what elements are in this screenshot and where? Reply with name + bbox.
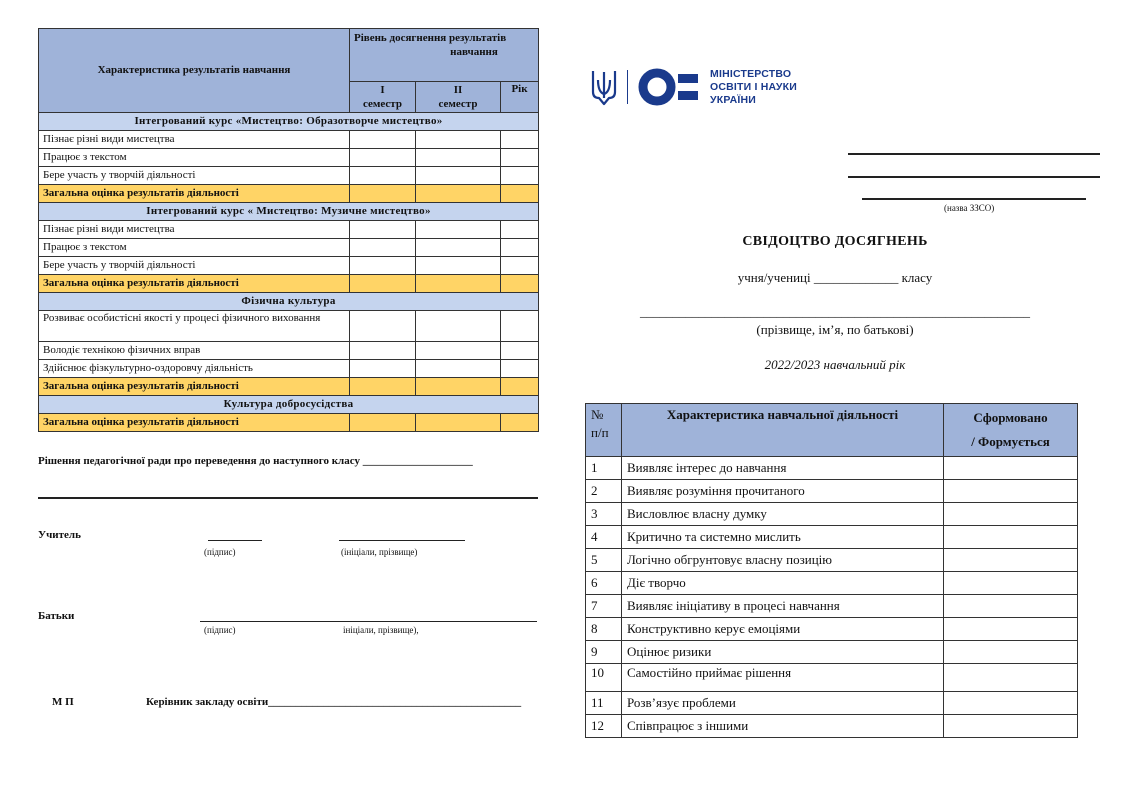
year-cell[interactable] (501, 167, 539, 185)
activity-status-cell[interactable] (944, 457, 1078, 480)
activity-row (586, 715, 1078, 738)
header-semester-2-num: ІІ (453, 84, 463, 96)
semester-2-cell[interactable] (416, 167, 501, 185)
certificate-title: СВІДОЦТВО ДОСЯГНЕНЬ (742, 234, 928, 249)
results-table (38, 28, 539, 432)
activity-characteristic: Співпрацює з іншими (622, 715, 944, 738)
activity-status-cell[interactable] (944, 692, 1078, 715)
semester-2-cell[interactable] (416, 221, 501, 239)
total-row (39, 414, 539, 432)
activity-number: 9 (586, 641, 622, 664)
activity-row (586, 664, 1078, 692)
section-row (39, 396, 539, 414)
activity-status-cell[interactable] (944, 618, 1078, 641)
student-name-caption: (прізвище, ім’я, по батькові) (756, 322, 914, 337)
section-title: Інтегрований курс « Мистецтво: Музичне мистецтво» (39, 203, 539, 221)
total-row (39, 185, 539, 203)
criterion-row (39, 167, 539, 185)
criterion-label: Пізнає різні види мистецтва (39, 131, 350, 149)
teacher-signature-line[interactable] (208, 540, 262, 541)
activity-status-cell[interactable] (944, 664, 1078, 692)
header-number-sign: № (591, 407, 604, 422)
header-number-label: п/п (591, 425, 609, 440)
activity-number: 11 (586, 692, 622, 715)
activity-status-cell[interactable] (944, 715, 1078, 738)
parents-name-caption: ініціали, прізвище), (343, 625, 419, 635)
results-table-header (39, 29, 539, 82)
parents-signature-caption: (підпис) (204, 625, 236, 635)
criterion-row (39, 360, 539, 378)
header-level-text-2: навчання (450, 46, 498, 58)
teacher-name-line[interactable] (339, 540, 465, 541)
activity-row (586, 526, 1078, 549)
header-semester-2-label: семестр (438, 98, 478, 110)
header-activity-characteristic: Характеристика навчальної діяльності (622, 404, 944, 457)
school-name-line-2[interactable] (848, 176, 1100, 178)
student-name-line[interactable]: ____________________________________________________________ (640, 304, 1030, 319)
activity-status-cell[interactable] (944, 503, 1078, 526)
header-characteristic: Характеристика результатів навчання (39, 29, 350, 113)
total-semester-2-cell[interactable] (416, 378, 501, 396)
total-semester-1-cell[interactable] (350, 185, 416, 203)
activity-number: 2 (586, 480, 622, 503)
criterion-label: Розвиває особистісні якості у процесі фізичного виховання (39, 311, 350, 342)
section-title: Інтегрований курс «Мистецтво: Образотворче мистецтво» (39, 113, 539, 131)
total-year-cell[interactable] (501, 185, 539, 203)
academic-year: 2022/2023 навчальний рік (764, 357, 906, 372)
ministry-name (710, 68, 797, 107)
header-status-formed: Сформовано (973, 410, 1048, 425)
criterion-row (39, 239, 539, 257)
parents-label: Батьки (38, 610, 75, 622)
stamp-label: М П (52, 696, 74, 708)
year-cell[interactable] (501, 360, 539, 378)
semester-1-cell[interactable] (350, 149, 416, 167)
activity-row (586, 549, 1078, 572)
activity-number: 3 (586, 503, 622, 526)
activity-characteristic: Виявляє інтерес до навчання (622, 457, 944, 480)
ministry-name-line-2: ОСВІТИ І НАУКИ (710, 81, 798, 93)
section-title: Культура добросусідства (39, 396, 539, 414)
total-semester-2-cell[interactable] (416, 275, 501, 293)
header-status-forming: / Формується (971, 434, 1050, 449)
school-name-line-3[interactable] (862, 198, 1086, 200)
header-semester-1-num: І (380, 84, 385, 96)
header-semester-1-label: семестр (363, 98, 402, 110)
total-semester-1-cell[interactable] (350, 378, 416, 396)
criterion-row (39, 131, 539, 149)
criterion-label: Пізнає різні види мистецтва (39, 221, 350, 239)
section-row (39, 293, 539, 311)
ministry-name-line-3: УКРАЇНИ (710, 94, 757, 106)
criterion-label: Працює з текстом (39, 239, 350, 257)
activity-characteristic: Критично та системно мислить (622, 526, 944, 549)
activity-status-cell[interactable] (944, 641, 1078, 664)
semester-1-cell[interactable] (350, 167, 416, 185)
ministry-logo (590, 68, 800, 108)
criterion-row (39, 311, 539, 342)
activity-row (586, 641, 1078, 664)
total-year-cell[interactable] (501, 378, 539, 396)
total-year-cell[interactable] (501, 414, 539, 432)
activity-characteristic: Конструктивно керує емоціями (622, 618, 944, 641)
criterion-label: Бере участь у творчій діяльності (39, 167, 350, 185)
activity-number: 12 (586, 715, 622, 738)
criterion-label: Володіє технікою фізичних вправ (39, 342, 350, 360)
year-cell[interactable] (501, 221, 539, 239)
activity-status-cell[interactable] (944, 549, 1078, 572)
activity-status-cell[interactable] (944, 572, 1078, 595)
head-of-school-label: Керівник закладу освіти______________________________________________ (146, 696, 522, 708)
semester-1-cell[interactable] (350, 131, 416, 149)
activity-characteristic: Висловлює власну думку (622, 503, 944, 526)
total-semester-2-cell[interactable] (416, 414, 501, 432)
semester-2-cell[interactable] (416, 131, 501, 149)
teacher-label: Учитель (38, 529, 81, 541)
header-level-text: Рівень досягнення результатів (354, 32, 507, 44)
activity-number: 6 (586, 572, 622, 595)
activity-row (586, 618, 1078, 641)
activity-row (586, 457, 1078, 480)
semester-1-cell[interactable] (350, 311, 416, 342)
activity-table-header (586, 404, 1078, 457)
criterion-label: Бере участь у творчій діяльності (39, 257, 350, 275)
activity-characteristic: Оцінює ризики (622, 641, 944, 664)
criterion-row (39, 149, 539, 167)
trident-icon (590, 68, 618, 106)
logo-separator (627, 70, 628, 104)
ministry-emblem-icon (638, 68, 702, 106)
parents-signature-line[interactable] (200, 621, 537, 622)
criterion-row (39, 257, 539, 275)
header-semester-2 (416, 82, 501, 113)
semester-2-cell[interactable] (416, 342, 501, 360)
criterion-label: Працює з текстом (39, 149, 350, 167)
total-year-cell[interactable] (501, 275, 539, 293)
semester-2-cell[interactable] (416, 360, 501, 378)
activity-status-cell[interactable] (944, 526, 1078, 549)
year-cell[interactable] (501, 149, 539, 167)
activity-status-cell[interactable] (944, 480, 1078, 503)
activity-number: 7 (586, 595, 622, 618)
activity-number: 4 (586, 526, 622, 549)
activity-characteristic: Логічно обгрунтовує власну позицію (622, 549, 944, 572)
total-semester-2-cell[interactable] (416, 185, 501, 203)
year-cell[interactable] (501, 257, 539, 275)
teacher-name-caption: (ініціали, прізвище) (341, 547, 418, 557)
total-semester-1-cell[interactable] (350, 275, 416, 293)
section-title: Фізична культура (39, 293, 539, 311)
total-label: Загальна оцінка результатів діяльності (39, 185, 350, 203)
semester-2-cell[interactable] (416, 149, 501, 167)
section-row (39, 113, 539, 131)
activity-status-cell[interactable] (944, 595, 1078, 618)
semester-1-cell[interactable] (350, 342, 416, 360)
year-cell[interactable] (501, 342, 539, 360)
activity-row (586, 572, 1078, 595)
activity-table (585, 403, 1078, 738)
school-name-line-1[interactable] (848, 153, 1100, 155)
activity-characteristic: Діє творчо (622, 572, 944, 595)
divider-line (38, 497, 538, 499)
school-name-caption: (назва ЗЗСО) (944, 203, 995, 213)
activity-number: 1 (586, 457, 622, 480)
semester-2-cell[interactable] (416, 239, 501, 257)
header-number (586, 404, 622, 457)
year-cell[interactable] (501, 131, 539, 149)
semester-2-cell[interactable] (416, 311, 501, 342)
semester-1-cell[interactable] (350, 239, 416, 257)
header-year: Рік (501, 82, 539, 113)
activity-number: 8 (586, 618, 622, 641)
header-semester-1 (350, 82, 416, 113)
student-class-line: учня/учениці _____________ класу (737, 270, 933, 285)
criterion-label: Здійснює фізкультурно-оздоровчу діяльність (39, 360, 350, 378)
header-achievement-level (350, 29, 539, 82)
ministry-name-line-1: МІНІСТЕРСТВО (710, 68, 792, 80)
activity-characteristic: Розв’язує проблеми (622, 692, 944, 715)
total-row (39, 275, 539, 293)
activity-row (586, 595, 1078, 618)
total-row (39, 378, 539, 396)
activity-characteristic: Самостійно приймає рішення (622, 664, 944, 692)
criterion-row (39, 221, 539, 239)
header-status (944, 404, 1078, 457)
total-semester-1-cell[interactable] (350, 414, 416, 432)
activity-number: 10 (586, 664, 622, 692)
activity-table-body (586, 457, 1078, 738)
semester-1-cell[interactable] (350, 221, 416, 239)
year-cell[interactable] (501, 239, 539, 257)
pedagogical-council-decision: Рішення педагогічної ради про переведення до наступного класу ____________________ (38, 455, 473, 467)
activity-characteristic: Виявляє ініціативу в процесі навчання (622, 595, 944, 618)
activity-row (586, 503, 1078, 526)
section-row (39, 203, 539, 221)
year-cell[interactable] (501, 311, 539, 342)
activity-number: 5 (586, 549, 622, 572)
criterion-row (39, 342, 539, 360)
semester-1-cell[interactable] (350, 257, 416, 275)
results-table-body (39, 113, 539, 432)
total-label: Загальна оцінка результатів діяльності (39, 378, 350, 396)
total-label: Загальна оцінка результатів діяльності (39, 275, 350, 293)
activity-row (586, 692, 1078, 715)
total-label: Загальна оцінка результатів діяльності (39, 414, 350, 432)
teacher-signature-caption: (підпис) (204, 547, 236, 557)
activity-row (586, 480, 1078, 503)
semester-2-cell[interactable] (416, 257, 501, 275)
semester-1-cell[interactable] (350, 360, 416, 378)
activity-characteristic: Виявляє розуміння прочитаного (622, 480, 944, 503)
